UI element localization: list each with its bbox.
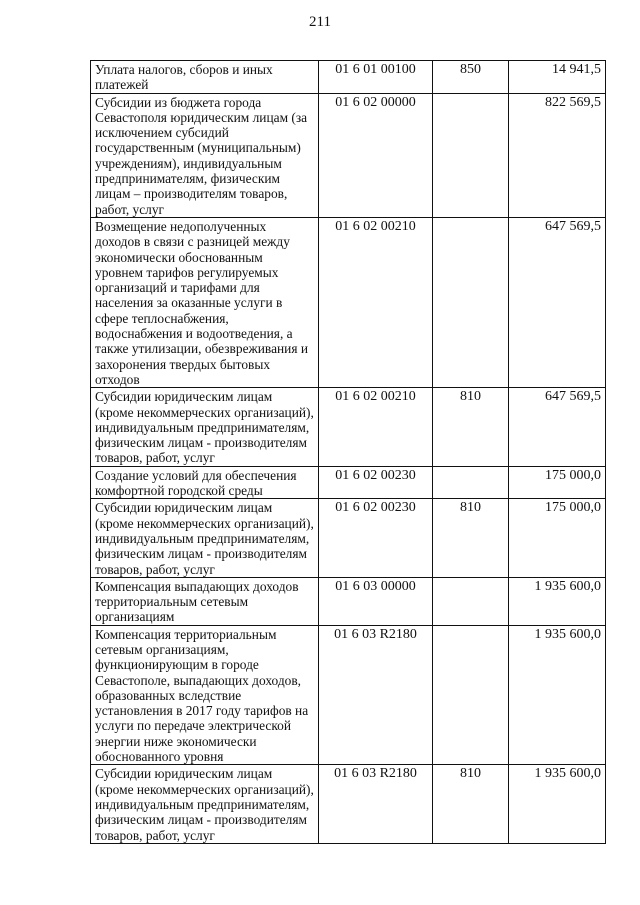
row-sum-cell: 647 569,5 <box>509 388 606 466</box>
table-row <box>91 499 606 577</box>
row-code-cell: 01 6 03 00000 <box>319 577 433 625</box>
row-code-cell: 01 6 02 00210 <box>319 217 433 387</box>
row-code-cell: 01 6 03 R2180 <box>319 625 433 765</box>
table-row <box>91 577 606 625</box>
row-type-cell: 850 <box>433 61 509 94</box>
row-sum-cell: 1 935 600,0 <box>509 577 606 625</box>
row-sum-cell: 1 935 600,0 <box>509 765 606 843</box>
table-row <box>91 765 606 843</box>
row-code-cell: 01 6 03 R2180 <box>319 765 433 843</box>
row-type-cell <box>433 577 509 625</box>
table-row <box>91 217 606 387</box>
row-type-cell: 810 <box>433 388 509 466</box>
row-type-cell <box>433 93 509 217</box>
row-type-cell <box>433 466 509 499</box>
table-row <box>91 625 606 765</box>
row-name-cell: Возмещение недополученных доходов в связи с разницей между экономически обоснованным уровнем тарифов регулируемых организаций и тарифами для населения за оказанные услуги в сфере теплоснабжения, водоснабжения и водоотведения, а также утилизации, обезвреживания и захоронения твердых бытовых отходов <box>91 217 319 387</box>
row-name-cell: Субсидии юридическим лицам (кроме некоммерческих организаций), индивидуальным предпринимателям, физическим лицам - производителям товаров, работ, услуг <box>91 499 319 577</box>
row-name-cell: Уплата налогов, сборов и иных платежей <box>91 61 319 94</box>
row-sum-cell: 175 000,0 <box>509 499 606 577</box>
row-sum-cell: 822 569,5 <box>509 93 606 217</box>
row-name-cell: Компенсация выпадающих доходов территориальным сетевым организациям <box>91 577 319 625</box>
table-row <box>91 466 606 499</box>
row-sum-cell: 647 569,5 <box>509 217 606 387</box>
row-code-cell: 01 6 02 00230 <box>319 466 433 499</box>
budget-table <box>90 60 606 844</box>
row-name-cell: Компенсация территориальным сетевым организациям, функционирующим в городе Севастополе, выпадающих доходов, образованных вследствие установления в 2017 году тарифов на услуги по передаче электрической энергии ниже экономически обоснованного уровня <box>91 625 319 765</box>
row-sum-cell: 175 000,0 <box>509 466 606 499</box>
row-sum-cell: 14 941,5 <box>509 61 606 94</box>
row-sum-cell: 1 935 600,0 <box>509 625 606 765</box>
table-row <box>91 93 606 217</box>
row-type-cell: 810 <box>433 499 509 577</box>
row-name-cell: Субсидии юридическим лицам (кроме некоммерческих организаций), индивидуальным предпринимателям, физическим лицам - производителям товаров, работ, услуг <box>91 765 319 843</box>
row-type-cell <box>433 625 509 765</box>
row-code-cell: 01 6 02 00000 <box>319 93 433 217</box>
row-code-cell: 01 6 02 00210 <box>319 388 433 466</box>
row-name-cell: Субсидии юридическим лицам (кроме некоммерческих организаций), индивидуальным предпринимателям, физическим лицам - производителям товаров, работ, услуг <box>91 388 319 466</box>
row-name-cell: Субсидии из бюджета города Севастополя юридическим лицам (за исключением субсидий государственным (муниципальным) учреждениям), индивидуальным предпринимателям, физическим лицам – производителям товаров, работ, услуг <box>91 93 319 217</box>
row-name-cell: Создание условий для обеспечения комфортной городской среды <box>91 466 319 499</box>
page-number: 211 <box>309 14 331 30</box>
row-code-cell: 01 6 02 00230 <box>319 499 433 577</box>
row-code-cell: 01 6 01 00100 <box>319 61 433 94</box>
row-type-cell: 810 <box>433 765 509 843</box>
row-type-cell <box>433 217 509 387</box>
table-row <box>91 388 606 466</box>
table-row <box>91 61 606 94</box>
